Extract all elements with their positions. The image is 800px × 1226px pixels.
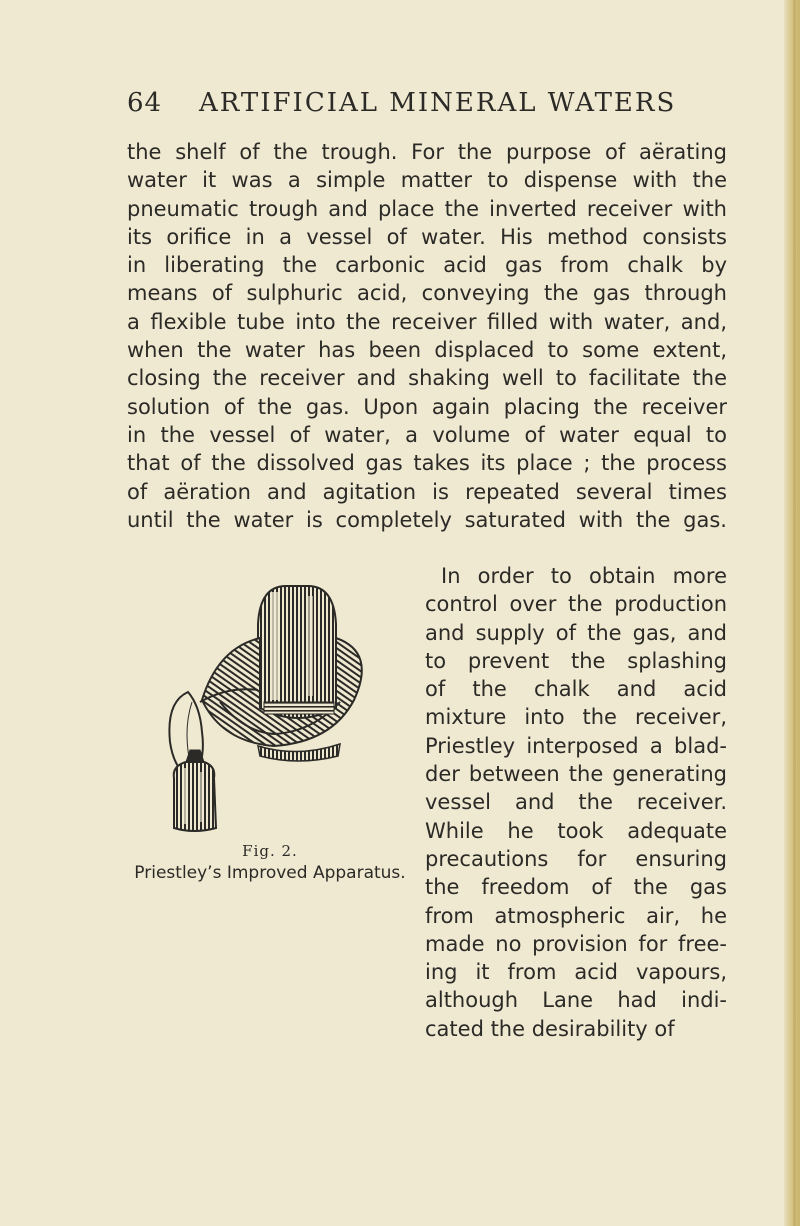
text-line: mixture into the receiver, — [425, 705, 727, 730]
figure-number: Fig. 2. — [242, 842, 298, 860]
text-line: control over the production — [425, 592, 727, 617]
page-edge-shadow — [793, 0, 796, 1226]
text-line: While he took adequate — [425, 818, 727, 843]
text-line: der between the generating — [425, 762, 727, 787]
side-paragraph — [425, 562, 727, 1043]
text-line: of the chalk and acid — [425, 677, 727, 702]
text-line: made no provision for free- — [425, 931, 727, 956]
text-line: the shelf of the trough. For the purpose of aërating — [127, 140, 727, 164]
text-line: means of sulphuric acid, conveying the gas through — [127, 281, 727, 306]
main-paragraph — [127, 138, 727, 534]
figure-title: Priestley’s Improved Apparatus. — [134, 863, 406, 883]
text-line: although Lane had indi- — [425, 988, 727, 1013]
text-line: Priestley interposed a blad- — [425, 733, 727, 758]
text-line: until the water is completely saturated with the gas. — [127, 507, 727, 532]
running-head: ARTIFICIAL MINERAL WATERS — [199, 88, 677, 118]
page-header — [127, 88, 727, 124]
text-line: when the water has been displaced to some extent, — [127, 338, 727, 363]
text-line: vessel and the receiver. — [425, 790, 727, 815]
text-line: precautions for ensuring — [425, 846, 727, 871]
text-line: a flexible tube into the receiver filled with water, and, — [127, 309, 727, 334]
text-line: In order to obtain more — [441, 564, 727, 588]
text-line: solution of the gas. Upon again placing the receiver — [127, 394, 727, 419]
page-edge — [784, 0, 800, 1226]
text-line: closing the receiver and shaking well to facilitate the — [127, 366, 727, 391]
text-line: water it was a simple matter to dispense with the — [127, 168, 727, 193]
text-line: that of the dissolved gas takes its place ; the process — [127, 451, 727, 476]
text-line: cated the desirability of — [425, 1016, 675, 1041]
text-line: and supply of the gas, and — [425, 620, 727, 645]
page-number: 64 — [127, 88, 163, 118]
text-line: in the vessel of water, a volume of water equal to — [127, 422, 727, 447]
text-line: its orifice in a vessel of water. His method consists — [127, 224, 727, 249]
text-line: to prevent the splashing — [425, 648, 727, 673]
text-line: ing it from acid vapours, — [425, 960, 727, 985]
figure-caption — [120, 840, 420, 884]
text-line: of aëration and agitation is repeated several times — [127, 479, 727, 504]
text-line: in liberating the carbonic acid gas from chalk by — [127, 253, 727, 278]
text-line: from atmospheric air, he — [425, 903, 727, 928]
text-line: pneumatic trough and place the inverted receiver with — [127, 196, 727, 221]
apparatus-illustration — [148, 582, 368, 832]
text-line: the freedom of the gas — [425, 875, 727, 900]
